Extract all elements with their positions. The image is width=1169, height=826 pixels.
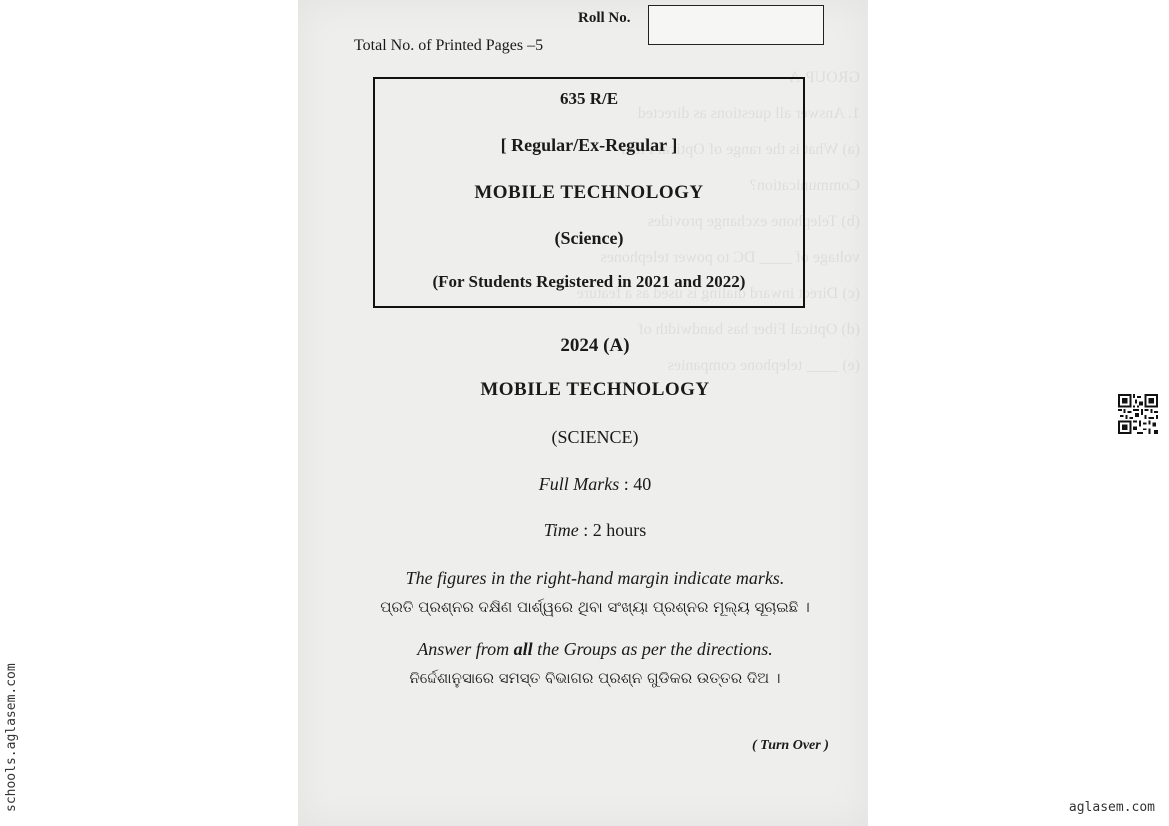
paper-code: 635 R/E [559,89,619,108]
instruction-groups-en [298,639,892,660]
time-label: Time [543,520,579,540]
total-pages-text: Total No. of Printed Pages –5 [354,37,544,54]
qr-code-icon [1118,394,1158,434]
full-marks-value: : 40 [623,474,652,494]
instruction-groups-bold: all [513,639,533,659]
roll-no-box[interactable] [648,5,824,45]
stream-label-2: (SCIENCE) [551,427,639,447]
side-watermark: schools.aglasem.com [4,663,19,812]
stream-label: (Science) [554,228,624,248]
instruction-groups-pre: Answer from [417,639,514,659]
exam-type: [ Regular/Ex-Regular ] [500,135,678,155]
full-marks [298,474,892,495]
exam-year: 2024 (A) [560,335,630,356]
roll-no-label: Roll No. [578,10,631,26]
registration-note: (For Students Registered in 2021 and 2022) [432,272,746,291]
paper-header-box [373,77,805,308]
instruction-marks-en: The figures in the right-hand margin indicate marks. [405,568,785,588]
subject-title-2: MOBILE TECHNOLOGY [480,379,710,400]
instruction-groups-odia: ନିର୍ଦ୍ଦେଶାନୁସାରେ ସମସ୍ତ ବିଭାଗର ପ୍ରଶ୍ନ ଗୁଡିକର ଉତ୍ତର ଦିଅ । [409,669,781,687]
time-allowed [298,520,892,541]
full-marks-label: Full Marks [538,474,620,494]
subject-title: MOBILE TECHNOLOGY [474,182,704,203]
time-value: : 2 hours [583,520,647,540]
turn-over-label: ( Turn Over ) [752,738,829,753]
instruction-marks-odia: ପ୍ରତି ପ୍ରଶ୍ନର ଦକ୍ଷିଣ ପାର୍ଶ୍ୱରେ ଥିବା ସଂଖ୍ୟା ପ୍ରଶ୍ନର ମୂଲ୍ୟ ସୂଚାଇଛି । [380,598,810,616]
instruction-groups-post: the Groups as per the directions. [532,639,773,659]
footer-watermark: aglasem.com [1068,800,1155,815]
